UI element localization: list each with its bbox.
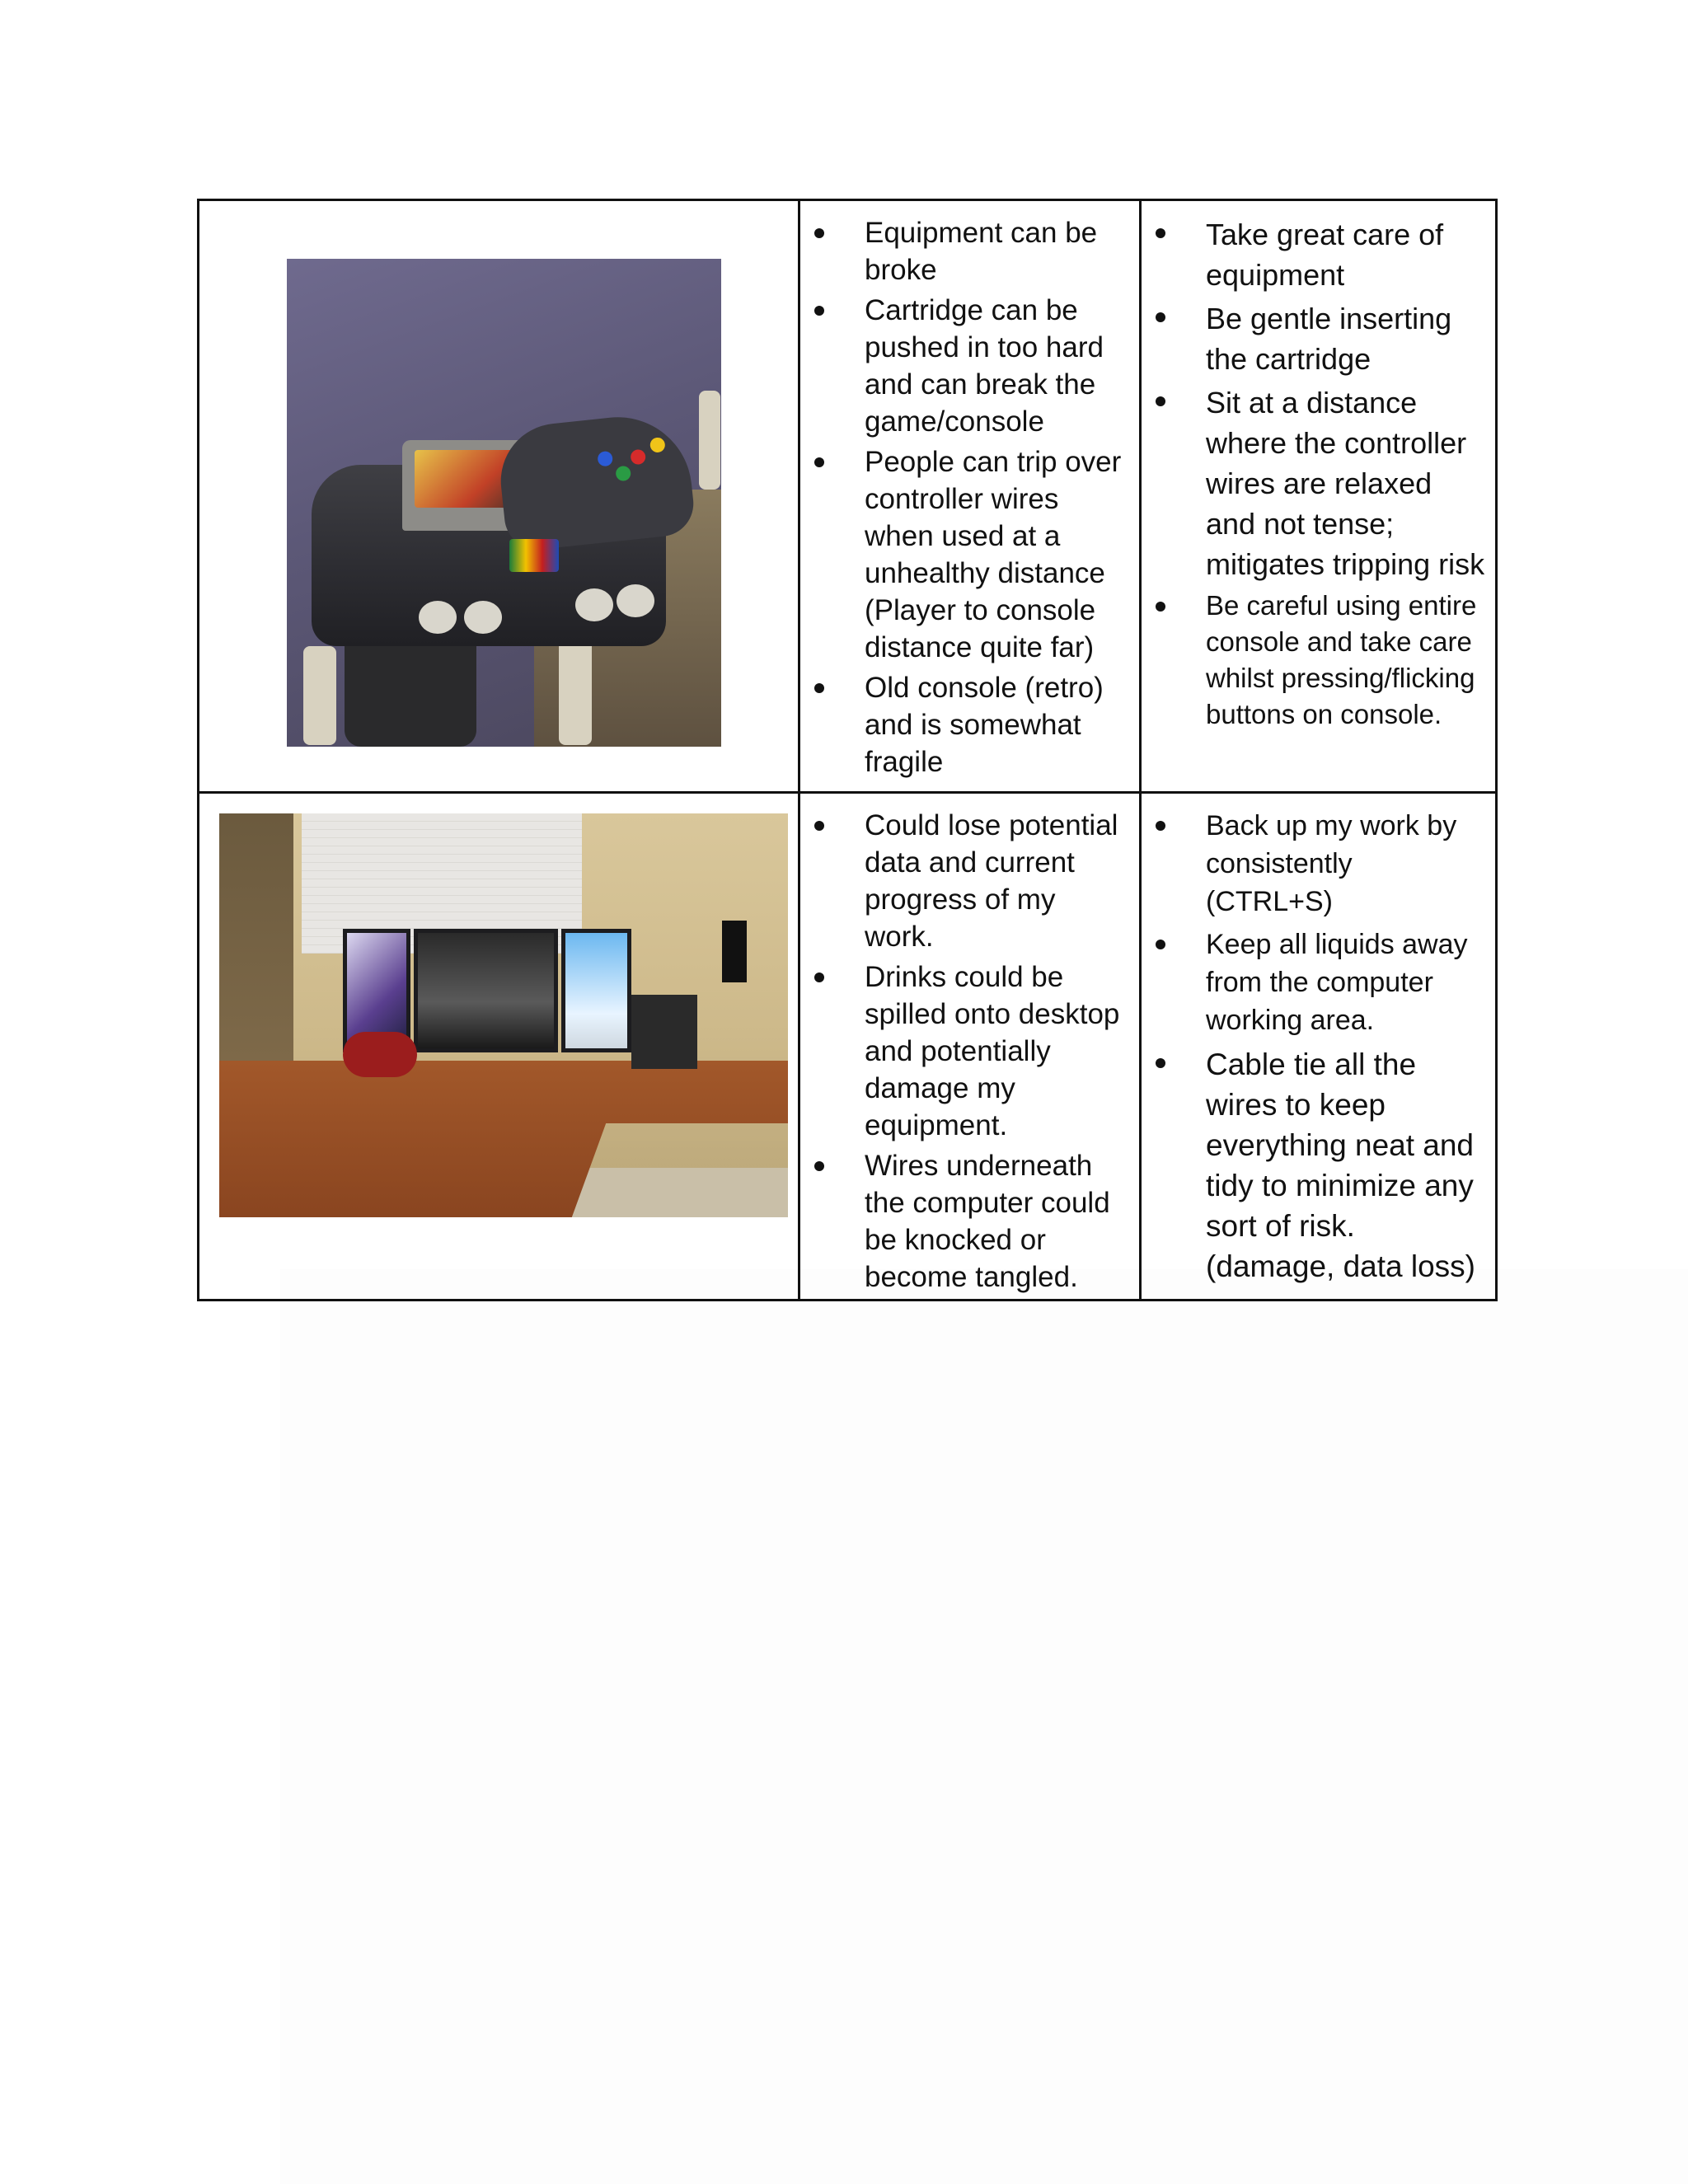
- photo-bin: [345, 646, 476, 747]
- image-cell: [199, 200, 799, 793]
- photo-monitor: [414, 929, 558, 1052]
- image-cell: [199, 793, 799, 1301]
- controls-cell: [1141, 200, 1497, 793]
- photo-controller-button: [649, 437, 666, 453]
- photo-monitor: [561, 929, 631, 1052]
- controls-list: [1142, 794, 1495, 1286]
- list-item: Equipment can be broke: [865, 214, 1129, 288]
- photo-controller-button: [630, 449, 646, 466]
- hazards-list: [800, 794, 1139, 1296]
- table-row: [199, 200, 1497, 793]
- list-item: Sit at a distance where the controller wires are relaxed and not tense; mitigates tripping risk: [1206, 382, 1485, 584]
- list-item: Keep all liquids away from the computer working area.: [1206, 926, 1485, 1039]
- hazards-list: [800, 201, 1139, 780]
- list-item: People can trip over controller wires when used at a unhealthy distance (Player to console distance quite far): [865, 443, 1129, 666]
- risk-assessment-table: [197, 199, 1498, 1301]
- photo-controller-port: [575, 588, 613, 621]
- hazards-cell: [799, 793, 1141, 1301]
- table-row: [199, 793, 1497, 1301]
- photo-pipe: [303, 646, 336, 745]
- list-item: Old console (retro) and is somewhat fragile: [865, 669, 1129, 780]
- n64-console-photo: [287, 259, 721, 747]
- photo-pillow: [343, 1032, 417, 1077]
- hazards-cell: [799, 200, 1141, 793]
- list-item: Could lose potential data and current progress of my work.: [865, 807, 1129, 955]
- photo-n64-logo: [509, 539, 559, 572]
- computer-desk-photo: [219, 813, 788, 1217]
- photo-controller-button: [597, 451, 613, 467]
- photo-controller: [495, 410, 696, 552]
- list-item: Take great care of equipment: [1206, 214, 1485, 295]
- photo-controller-port: [464, 601, 502, 634]
- list-item: Be gentle inserting the cartridge: [1206, 298, 1485, 379]
- controls-list: [1142, 201, 1495, 733]
- photo-speaker: [722, 921, 747, 982]
- page-background: [280, 1269, 1688, 2184]
- photo-pipe: [699, 391, 720, 490]
- controls-cell: [1141, 793, 1497, 1301]
- list-item: Drinks could be spilled onto desktop and potentially damage my equipment.: [865, 958, 1129, 1144]
- list-item: Cable tie all the wires to keep everything neat and tidy to minimize any sort of risk. (damage, data loss): [1206, 1044, 1485, 1286]
- photo-controller-port: [617, 584, 654, 617]
- list-item: Back up my work by consistently (CTRL+S): [1206, 807, 1485, 921]
- list-item: Cartridge can be pushed in too hard and can break the game/console: [865, 292, 1129, 440]
- photo-controller-button: [615, 466, 631, 482]
- list-item: Be careful using entire console and take care whilst pressing/flicking buttons on console.: [1206, 588, 1485, 733]
- photo-pc-tower: [631, 995, 697, 1069]
- list-item: Wires underneath the computer could be knocked or become tangled.: [865, 1147, 1129, 1296]
- photo-controller-port: [419, 601, 457, 634]
